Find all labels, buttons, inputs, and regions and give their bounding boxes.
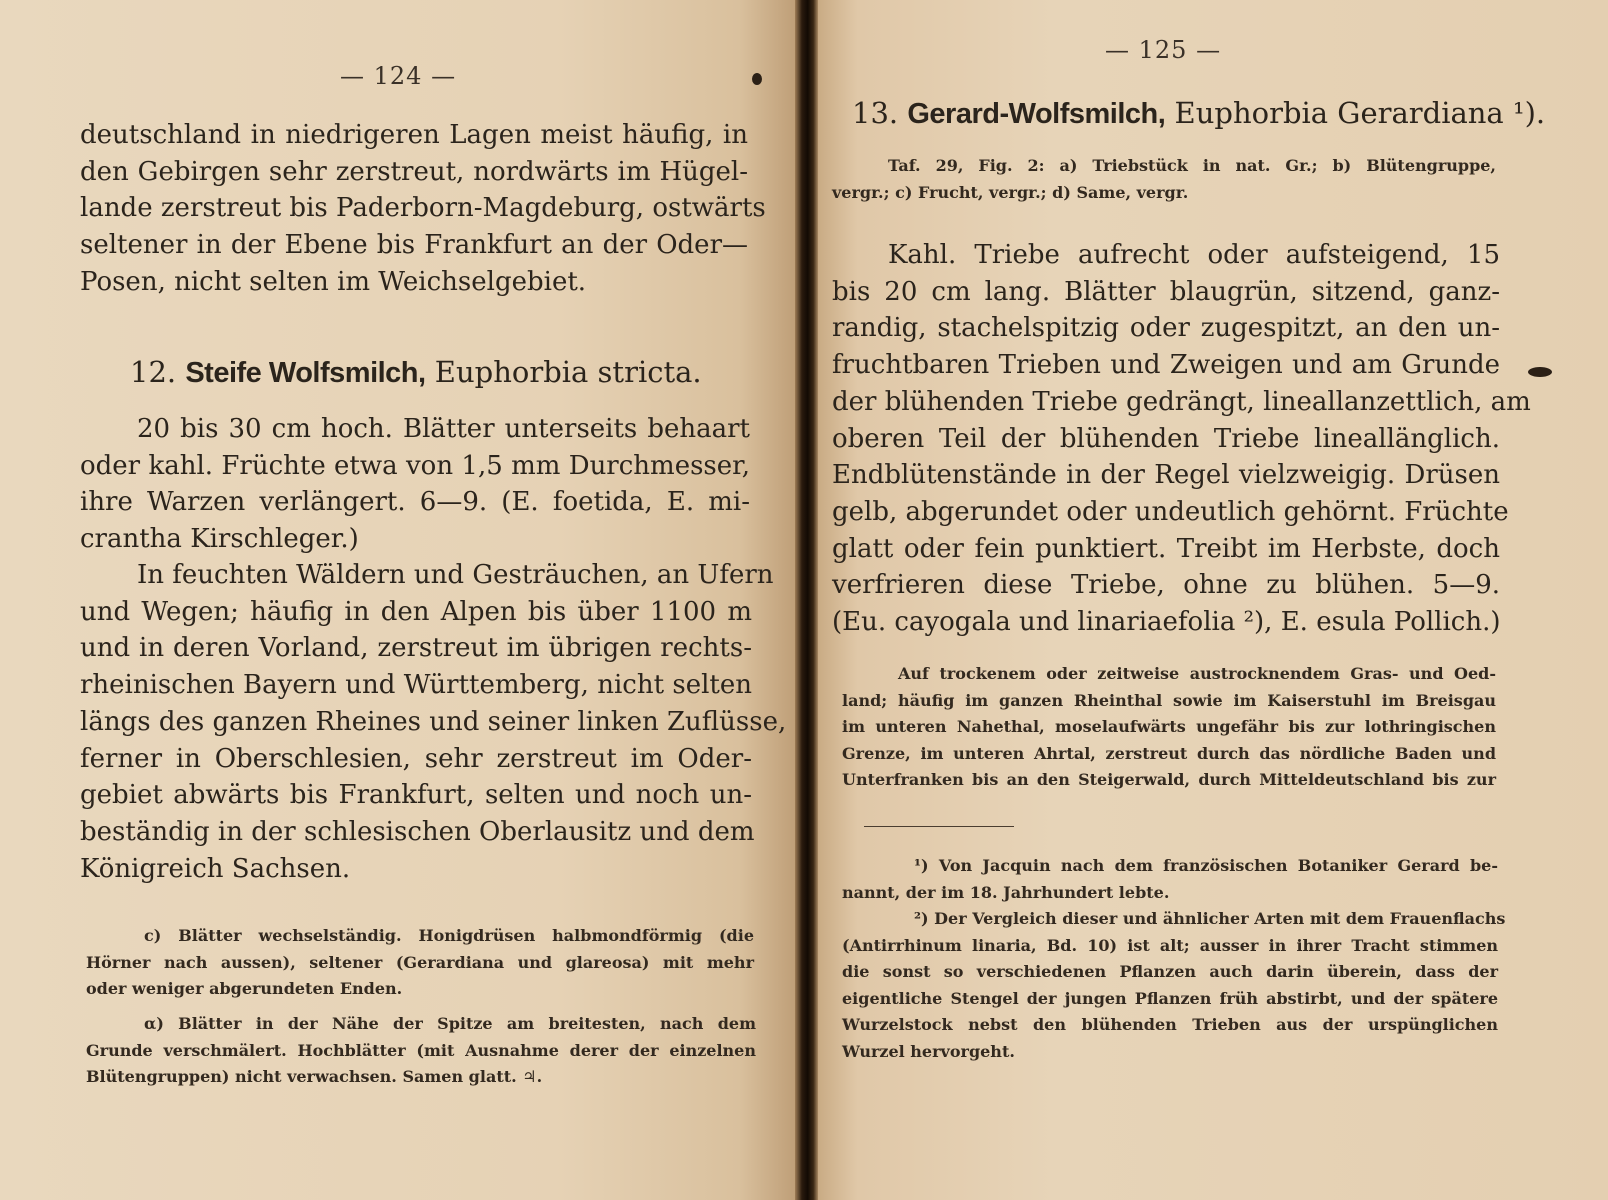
page-number: — 125 —	[1105, 36, 1222, 64]
text-line: 20 bis 30 cm hoch. Blätter unterseits behaart	[137, 414, 750, 444]
text-line: crantha Kirschleger.)	[80, 524, 359, 555]
text-line: Wurzelstock nebst den blühenden Trieben aus der urspünglichen	[842, 1015, 1498, 1034]
species-latin-name: Euphorbia Gerardiana ¹).	[1174, 96, 1546, 130]
footnote-2	[842, 906, 1506, 1065]
ink-spot	[752, 73, 762, 85]
species-heading	[852, 96, 1545, 131]
text-line: lande zerstreut bis Paderborn-Magdeburg, ostwärts	[80, 193, 766, 224]
text-line: Endblütenstände in der Regel vielzweigig. Drüsen	[832, 460, 1500, 491]
text-line: ²) Der Vergleich dieser und ähnlicher Arten mit dem Frauenflachs	[914, 909, 1506, 928]
text-line: oberen Teil der blühenden Triebe lineallänglich.	[832, 423, 1500, 454]
text-line: Kahl. Triebe aufrecht oder aufsteigend, 15	[888, 240, 1500, 270]
habitat-paragraph	[80, 557, 787, 887]
ink-spot	[1528, 367, 1552, 377]
text-line: ihre Warzen verlängert. 6—9. (E. foetida, E. mi-	[80, 487, 750, 518]
text-line: α) Blätter in der Nähe der Spitze am breitesten, nach dem	[144, 1014, 756, 1033]
text-line: Blütengruppen) nicht verwachsen. Samen glatt. ♃.	[86, 1067, 543, 1086]
text-line: fruchtbaren Trieben und Zweigen und am Grunde	[832, 350, 1500, 381]
text-line: und Wegen; häufig in den Alpen bis über 1100 m	[80, 596, 752, 627]
text-line: gelb, abgerundet oder undeutlich gehörnt. Früchte	[832, 496, 1509, 527]
species-description	[80, 411, 750, 558]
text-line: den Gebirgen sehr zerstreut, nordwärts im Hügel-	[80, 156, 748, 187]
book-gutter	[795, 0, 818, 1200]
text-line: Unterfranken bis an den Steigerwald, durch Mitteldeutschland bis zur	[842, 770, 1496, 789]
habitat-paragraph	[842, 661, 1496, 794]
footnote-1	[842, 853, 1498, 906]
text-line: deutschland in niedrigeren Lagen meist häufig, in	[80, 120, 748, 150]
text-line: seltener in der Ebene bis Frankfurt an der Oder—	[80, 230, 748, 261]
text-line: In feuchten Wäldern und Gesträuchen, an Ufern	[137, 560, 774, 590]
text-line: land; häufig im ganzen Rheinthal sowie im Kaiserstuhl im Breisgau	[842, 690, 1496, 710]
species-common-name: Steife Wolfsmilch,	[185, 357, 426, 389]
species-latin-name: Euphorbia stricta.	[434, 355, 702, 389]
text-line: oder kahl. Früchte etwa von 1,5 mm Durchmesser,	[80, 450, 750, 481]
text-line: die sonst so verschiedenen Pflanzen auch darin überein, dass der	[842, 962, 1498, 981]
text-line: der blühenden Triebe gedrängt, lineallanzettlich, am	[832, 386, 1531, 417]
species-number: 12.	[130, 355, 177, 389]
left-page	[0, 0, 795, 1200]
footnote-rule	[864, 826, 1014, 827]
text-line: bis 20 cm lang. Blätter blaugrün, sitzend, ganz-	[832, 276, 1500, 307]
text-line: Königreich Sachsen.	[80, 853, 351, 884]
continuation-text	[80, 117, 766, 301]
text-line: Wurzel hervorgeht.	[842, 1041, 1015, 1061]
text-line: vergr.; c) Frucht, vergr.; d) Same, vergr.	[832, 182, 1189, 202]
text-line: längs des ganzen Rheines und seiner linken Zuflüsse,	[80, 706, 787, 737]
text-line: glatt oder fein punktiert. Treibt im Herbste, doch	[832, 533, 1500, 564]
text-line: Hörner nach aussen), seltener (Gerardiana und glareosa) mit mehr	[86, 952, 754, 972]
text-line: eigentliche Stengel der jungen Pflanzen früh abstirbt, und der spätere	[842, 988, 1498, 1008]
text-line: randig, stachelspitzig oder zugespitzt, an den un-	[832, 313, 1500, 344]
text-line: beständig in der schlesischen Oberlausitz und dem	[80, 816, 755, 847]
text-line: Auf trockenem oder zeitweise austrocknendem Gras- und Oed-	[898, 664, 1496, 683]
species-number: 13.	[852, 96, 899, 130]
text-line: (Eu. cayogala und linariaefolia ²), E. esula Pollich.)	[832, 607, 1501, 638]
species-description	[832, 237, 1531, 641]
text-line: c) Blätter wechselständig. Honigdrüsen halbmondförmig (die	[144, 926, 754, 945]
text-line: verfrieren diese Triebe, ohne zu blühen. 5—9.	[832, 570, 1500, 601]
text-line: Grenze, im unteren Ahrtal, zerstreut durch das nördliche Baden und	[842, 743, 1496, 763]
plate-reference	[832, 153, 1496, 206]
page-number: — 124 —	[340, 62, 457, 90]
text-line: rheinischen Bayern und Württemberg, nicht selten	[80, 670, 752, 701]
text-line: Posen, nicht selten im Weichselgebiet.	[80, 266, 587, 297]
text-line: (Antirrhinum linaria, Bd. 10) ist alt; ausser in ihrer Tracht stimmen	[842, 935, 1498, 955]
key-c	[86, 923, 754, 1003]
right-page	[818, 0, 1608, 1200]
text-line: ferner in Oberschlesien, sehr zerstreut im Oder-	[80, 743, 752, 774]
text-line: gebiet abwärts bis Frankfurt, selten und noch un-	[80, 780, 752, 811]
species-heading	[130, 355, 702, 390]
text-line: ¹) Von Jacquin nach dem französischen Botaniker Gerard be-	[914, 856, 1498, 875]
key-alpha	[86, 1011, 756, 1091]
text-line: im unteren Nahethal, moselaufwärts ungefähr bis zur lothringischen	[842, 717, 1496, 736]
text-line: Grunde verschmälert. Hochblätter (mit Ausnahme derer der einzelnen	[86, 1040, 756, 1060]
species-common-name: Gerard-Wolfsmilch,	[907, 98, 1166, 130]
text-line: Taf. 29, Fig. 2: a) Triebstück in nat. Gr.; b) Blütengruppe,	[888, 156, 1496, 175]
text-line: oder weniger abgerundeten Enden.	[86, 979, 403, 998]
text-line: und in deren Vorland, zerstreut im übrigen rechts-	[80, 633, 752, 664]
text-line: nannt, der im 18. Jahrhundert lebte.	[842, 882, 1170, 902]
